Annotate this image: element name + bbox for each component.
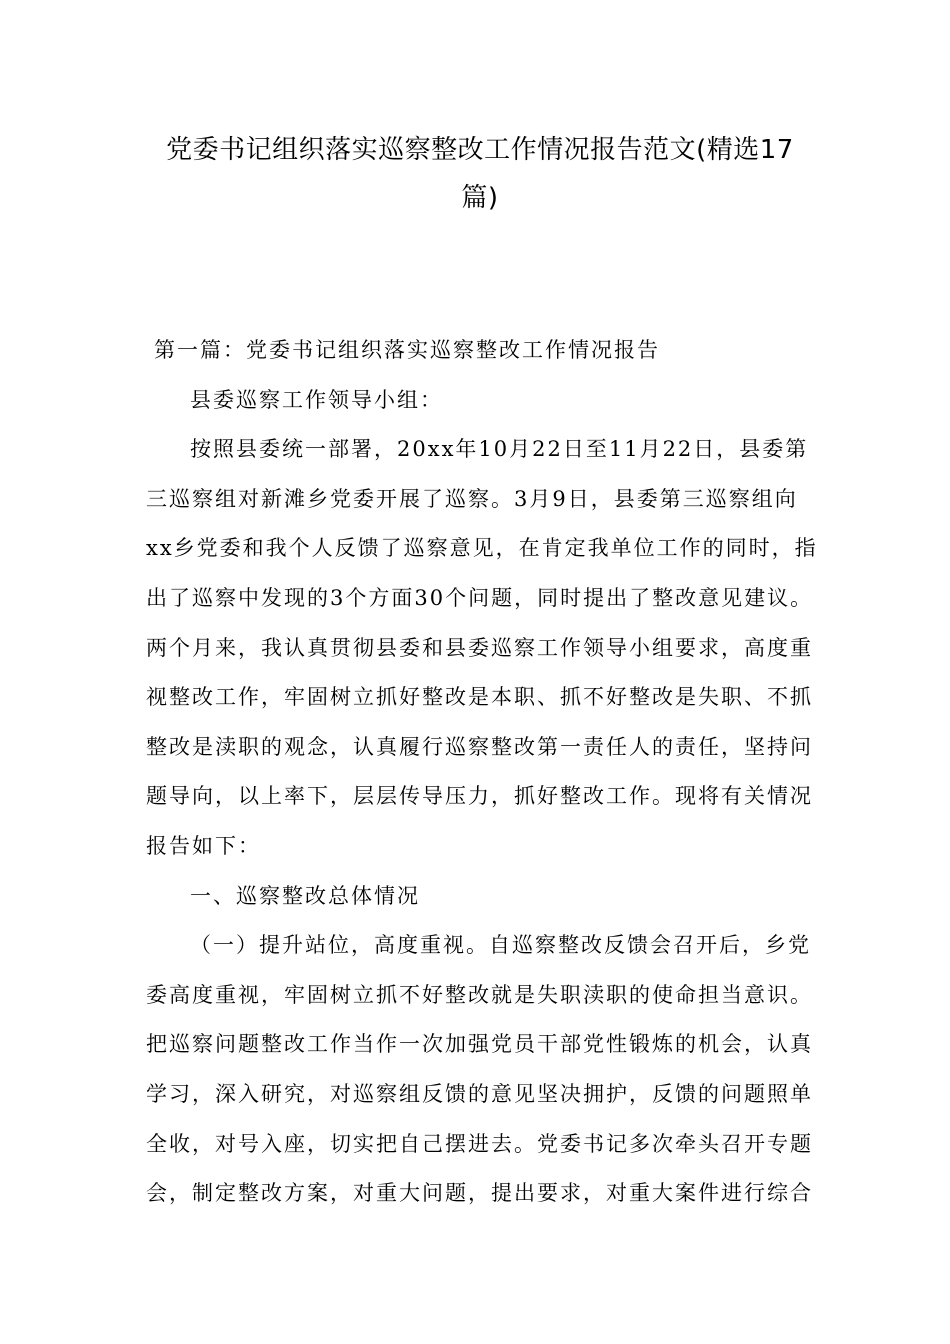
paragraph-1-line: 两个月来，我认真贯彻县委和县委巡察工作领导小组要求，高度重 — [146, 635, 813, 660]
section-heading — [146, 326, 806, 376]
title-line-2: 篇) — [461, 183, 499, 213]
title-line-1: 党委书记组织落实巡察整改工作情况报告范文(精选17 — [166, 135, 794, 165]
paragraph-1-line: 题导向，以上率下，层层传导压力，抓好整改工作。现将有关情况 — [146, 784, 813, 809]
paragraph-1-line: xx乡党委和我个人反馈了巡察意见，在肯定我单位工作的同时，指 — [146, 536, 818, 561]
paragraph-2-line: （一）提升站位，高度重视。自巡察整改反馈会召开后，乡党 — [190, 933, 811, 958]
salutation-text: 县委巡察工作领导小组： — [190, 387, 443, 412]
paragraph-1 — [146, 425, 818, 871]
paragraph-2-line: 学习，深入研究，对巡察组反馈的意见坚决拥护，反馈的问题照单 — [146, 1081, 813, 1106]
subheading-1 — [146, 872, 806, 922]
paragraph-2-line: 委高度重视，牢固树立抓不好整改就是失职渎职的使命担当意识。 — [146, 982, 813, 1007]
document-title — [150, 126, 810, 222]
paragraph-2-line: 会，制定整改方案，对重大问题，提出要求，对重大案件进行综合 — [146, 1181, 813, 1206]
salutation — [146, 376, 806, 426]
section-heading-text: 第一篇：党委书记组织落实巡察整改工作情况报告 — [154, 338, 660, 362]
paragraph-1-line: 报告如下： — [146, 833, 261, 858]
paragraph-2-line: 把巡察问题整改工作当作一次加强党员干部党性锻炼的机会，认真 — [146, 1032, 813, 1057]
paragraph-1-line: 按照县委统一部署，20xx年10月22日至11月22日，县委第 — [190, 437, 809, 462]
document-body — [146, 326, 818, 1219]
paragraph-2 — [146, 921, 813, 1219]
paragraph-1-line: 整改是渎职的观念，认真履行巡察整改第一责任人的责任，坚持问 — [146, 734, 813, 759]
subheading-1-text: 一、巡察整改总体情况 — [190, 883, 420, 908]
paragraph-2-line: 全收，对号入座，切实把自己摆进去。党委书记多次牵头召开专题 — [146, 1131, 813, 1156]
paragraph-1-line: 出了巡察中发现的3个方面30个问题，同时提出了整改意见建议。 — [146, 585, 814, 610]
paragraph-1-line: 视整改工作，牢固树立抓好整改是本职、抓不好整改是失职、不抓 — [146, 685, 813, 710]
paragraph-1-line: 三巡察组对新滩乡党委开展了巡察。3月9日，县委第三巡察组向 — [146, 486, 798, 511]
